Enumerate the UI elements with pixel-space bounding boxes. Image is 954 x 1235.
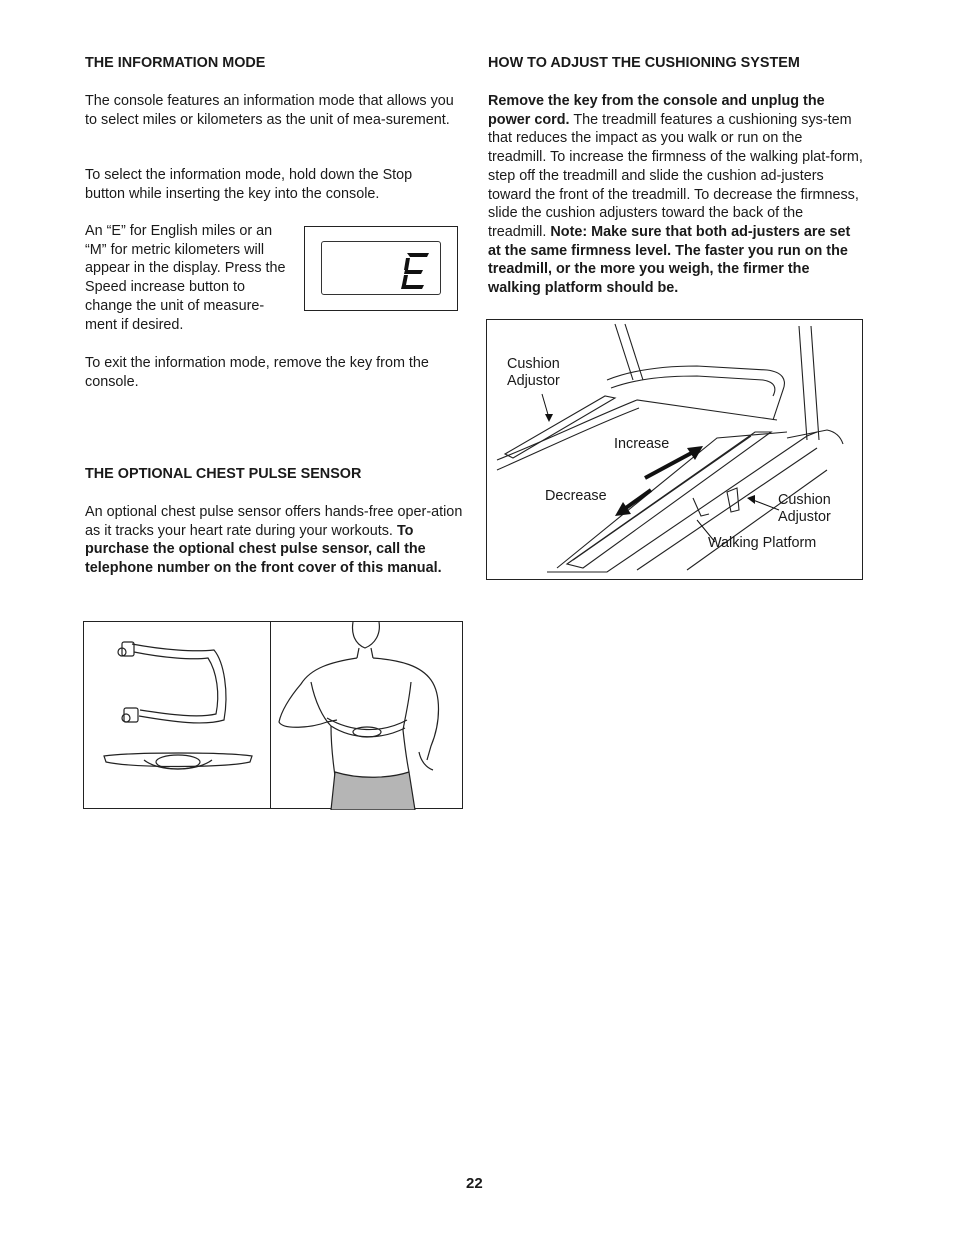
person-wearing-chest-strap — [271, 622, 464, 810]
treadmill-cushion-figure — [486, 319, 863, 580]
info-mode-paragraph-2: To select the information mode, hold down the Stop button while inserting the key into the console. — [85, 167, 413, 202]
info-mode-heading: THE INFORMATION MODE — [85, 55, 266, 71]
label-cushion-left-line1: Cushion — [507, 356, 560, 372]
chest-strap-worn-figure — [270, 621, 463, 809]
chest-sensor-paragraph — [85, 503, 463, 578]
info-mode-paragraph-4: To exit the information mode, remove the key from the console. — [85, 355, 429, 390]
cushion-paragraph — [488, 92, 864, 298]
label-walking-platform: Walking Platform — [708, 535, 817, 551]
label-cushion-adjustor-right — [778, 492, 831, 526]
label-increase: Increase — [614, 436, 670, 452]
chest-sensor-purchase-note: To purchase the optional chest pulse sensor, call the telephone number on the front cover of this manual. — [85, 522, 442, 577]
chest-strap-figure — [83, 621, 271, 809]
console-display-screen — [321, 241, 441, 295]
chest-sensor-text: An optional chest pulse sensor offers hands-free oper-ation as it tracks your heart rate during your workouts. — [85, 504, 463, 539]
cushion-heading: HOW TO ADJUST THE CUSHIONING SYSTEM — [488, 55, 800, 71]
info-mode-paragraph-1: The console features an information mode that allows you to select miles or kilometers as the unit of mea-surement. — [85, 93, 454, 128]
display-letter-e — [322, 242, 440, 294]
cushion-unplug-warning: Remove the key from the console and unplug the power cord. — [488, 93, 825, 128]
console-display-figure — [304, 226, 458, 311]
chest-strap-illustration — [84, 622, 272, 810]
info-mode-paragraph-3: An “E” for English miles or an “M” for metric kilometers will appear in the display. Press the Speed increase button to change the unit of measure-ment if desired. — [85, 223, 286, 333]
cushion-instructions: The treadmill features a cushioning sys-tem that reduces the impact as you walk or run on the treadmill. To increase the firmness of the walking plat-form, step off the treadmill and slide the cushion ad-justers toward the front of the treadmill. To decrease the firmness, slide the cushion adjusters toward the back of the treadmill. — [488, 111, 863, 240]
label-decrease: Decrease — [545, 488, 607, 504]
label-cushion-adjustor-left — [507, 356, 560, 390]
cushion-note: Note: Make sure that both ad-justers are set at the same firmness level. The faster you run on the treadmill, or the more you weigh, the firmer the walking platform should be. — [488, 223, 851, 297]
page-number: 22 — [466, 1175, 483, 1192]
label-cushion-right-line1: Cushion — [778, 492, 831, 508]
label-cushion-left-line2: Adjustor — [507, 373, 560, 389]
chest-sensor-heading: THE OPTIONAL CHEST PULSE SENSOR — [85, 466, 362, 482]
label-cushion-right-line2: Adjustor — [778, 509, 831, 525]
